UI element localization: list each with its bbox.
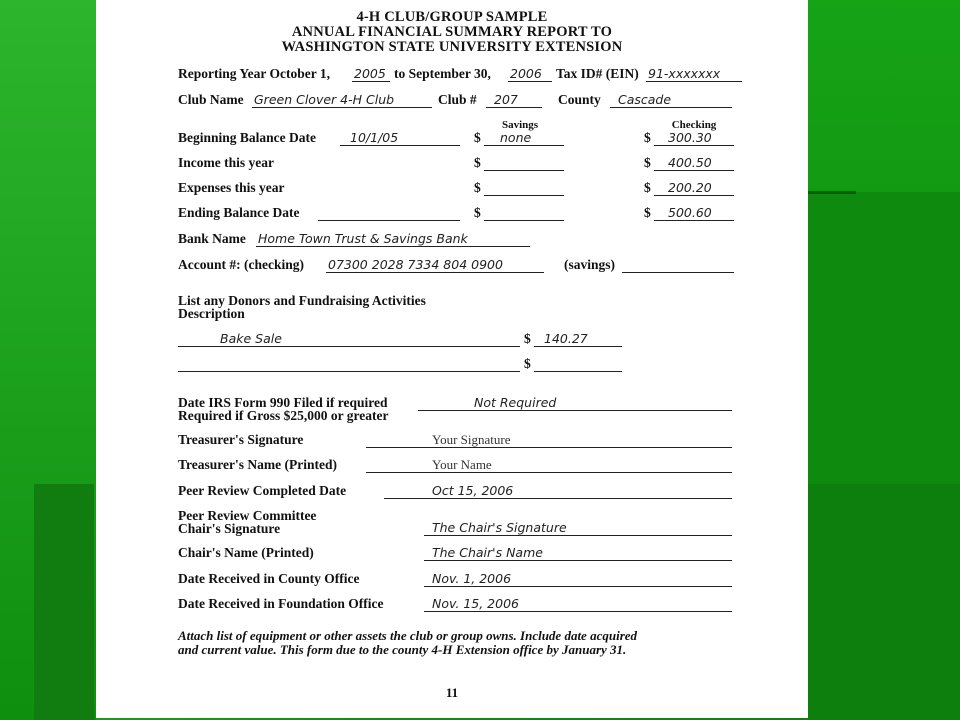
checking-column-header: Checking: [671, 119, 717, 131]
treasurer-name-value: Your Name: [432, 457, 492, 472]
donors-description-heading: Description: [178, 306, 245, 321]
income-savings-line: [484, 155, 564, 171]
income-label: Income this year: [178, 155, 274, 170]
beginning-date-value: 10/1/05: [350, 130, 399, 145]
club-number-value: 207: [494, 92, 518, 107]
treasurer-name-label: Treasurer's Name (Printed): [178, 457, 337, 472]
foundation-received-label: Date Received in Foundation Office: [178, 596, 384, 611]
expenses-checking-value: 200.20: [668, 180, 712, 195]
background-band-left-lower: [34, 484, 94, 720]
account-checking-label: Account #: (checking): [178, 257, 304, 272]
year-start-value: 2005: [354, 66, 386, 81]
bank-name-label: Bank Name: [178, 231, 246, 246]
account-checking-value: 07300 2028 7334 804 0900: [328, 257, 503, 272]
beginning-checking-dollar: $: [644, 130, 651, 145]
title-line-3: WASHINGTON STATE UNIVERSITY EXTENSION: [281, 39, 623, 55]
county-received-value: Nov. 1, 2006: [432, 571, 512, 586]
savings-column-header: Savings: [501, 119, 539, 131]
peer-review-label: Peer Review Completed Date: [178, 483, 347, 498]
account-savings-label: (savings): [564, 257, 616, 272]
donor-row-2-dollar: $: [524, 356, 531, 371]
bank-name-value: Home Town Trust & Savings Bank: [258, 231, 468, 246]
donors-heading: List any Donors and Fundraising Activities: [178, 293, 426, 308]
ending-checking-dollar: $: [644, 205, 651, 220]
decorative-line: [808, 191, 856, 194]
beginning-checking-value: 300.30: [668, 130, 712, 145]
irs-value: Not Required: [474, 395, 557, 410]
irs-label-1: Date IRS Form 990 Filed if required: [178, 395, 388, 410]
treasurer-name-line: [366, 457, 732, 473]
background-band-right-lower: [808, 484, 960, 720]
title-line-2: ANNUAL FINANCIAL SUMMARY REPORT TO: [291, 24, 613, 40]
expenses-savings-dollar: $: [474, 180, 481, 195]
document-page: [96, 0, 808, 718]
peer-review-value: Oct 15, 2006: [432, 483, 514, 498]
beginning-savings-value: none: [500, 130, 532, 145]
donor-row-1-dollar: $: [524, 331, 531, 346]
chair-name-label: Chair's Name (Printed): [178, 545, 314, 560]
page-number: 11: [445, 685, 459, 700]
expenses-savings-line: [484, 180, 564, 196]
irs-label-2: Required if Gross $25,000 or greater: [178, 408, 389, 423]
treasurer-signature-value: Your Signature: [432, 432, 511, 447]
foundation-received-value: Nov. 15, 2006: [432, 596, 519, 611]
to-label: to September 30,: [394, 66, 491, 81]
expenses-label: Expenses this year: [178, 180, 285, 195]
ending-savings-line: [484, 205, 564, 221]
expenses-checking-dollar: $: [644, 180, 651, 195]
county-label: County: [558, 92, 601, 107]
club-name-value: Green Clover 4-H Club: [254, 92, 395, 107]
treasurer-signature-line: [366, 432, 732, 448]
treasurer-signature-label: Treasurer's Signature: [178, 432, 304, 447]
donor-row-1-description: Bake Sale: [220, 331, 282, 346]
chair-signature-value: The Chair's Signature: [432, 520, 567, 535]
ending-date-line: [318, 205, 460, 221]
beginning-savings-dollar: $: [474, 130, 481, 145]
county-value: Cascade: [618, 92, 672, 107]
club-number-label: Club #: [438, 92, 477, 107]
year-end-value: 2006: [510, 66, 542, 81]
county-received-label: Date Received in County Office: [178, 571, 360, 586]
donor-row-1-amount: 140.27: [544, 331, 588, 346]
footer-note-line-1: Attach list of equipment or other assets the club or group owns. Include date acquired: [178, 628, 638, 643]
chair-signature-label-2: Chair's Signature: [178, 521, 281, 536]
ending-balance-label: Ending Balance Date: [178, 205, 300, 220]
donor-row-2-amount-line: [534, 356, 622, 372]
chair-name-value: The Chair's Name: [432, 545, 543, 560]
ending-checking-value: 500.60: [668, 205, 712, 220]
account-savings-line: [622, 257, 734, 273]
reporting-year-label: Reporting Year October 1,: [178, 66, 330, 81]
income-checking-dollar: $: [644, 155, 651, 170]
beginning-balance-label: Beginning Balance Date: [178, 130, 317, 145]
income-checking-value: 400.50: [668, 155, 712, 170]
donor-row-2-line: [178, 356, 520, 372]
irs-line: [418, 395, 732, 411]
club-name-label: Club Name: [178, 92, 244, 107]
ending-savings-dollar: $: [474, 205, 481, 220]
chair-signature-label-1: Peer Review Committee: [178, 508, 317, 523]
income-savings-dollar: $: [474, 155, 481, 170]
tax-id-value: 91-xxxxxxx: [648, 66, 721, 81]
title-line-1: 4-H CLUB/GROUP SAMPLE: [356, 9, 548, 25]
tax-id-label: Tax ID# (EIN): [556, 66, 639, 81]
footer-note-line-2: and current value. This form due to the county 4-H Extension office by January 31.: [178, 642, 627, 657]
